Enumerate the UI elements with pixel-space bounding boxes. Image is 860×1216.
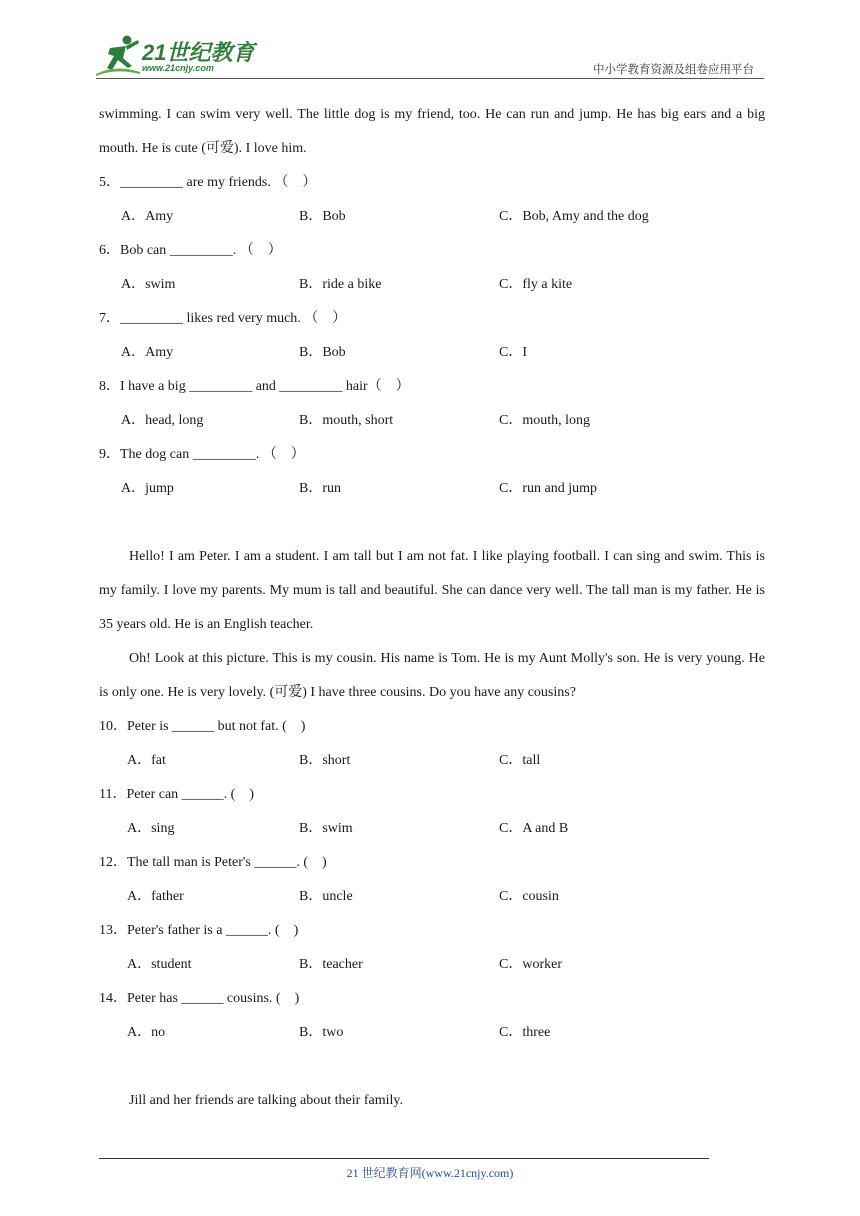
option-a: A．swim [121,277,176,292]
option-a: A．father [127,889,184,904]
question-stem: 14．Peter has ______ cousins. ( ) [99,991,300,1006]
option-a: A．Amy [121,345,174,360]
option-c: C．three [499,1025,551,1040]
option-a: A．fat [127,753,166,768]
question-stem: 9．The dog can _________. （ ） [99,447,305,462]
question-options [99,268,765,302]
option-b: B．ride a bike [299,277,382,292]
option-b: B．two [299,1025,344,1040]
runner-logo-icon [96,34,142,76]
passage-1-tail: swimming. I can swim very well. The little dog is my friend, too. He can run and jump. He has big ears and a big mouth. He is cute (可爱). I love him. [99,107,765,156]
option-c: C．I [499,345,527,360]
option-a: A．Amy [121,209,174,224]
passage-2-paragraph: Oh! Look at this picture. This is my cousin. His name is Tom. He is my Aunt Molly's son. He is very young. He is only one. He is very lovely. (可爱) I have three cousins. Do you have any cousins? [99,651,765,700]
option-b: B．Bob [299,209,346,224]
page-footer: 21 世纪教育网(www.21cnjy.com) [346,1166,514,1180]
site-logo [96,34,266,78]
question-options [99,472,765,506]
option-c: C．run and jump [499,481,597,496]
passage-2-paragraph: Hello! I am Peter. I am a student. I am tall but I am not fat. I like playing football. I can sing and swim. This is my family. I love my parents. My mum is tall and beautiful. She can dance very well. The tall man is my father. He is 35 years old. He is an English teacher. [99,549,765,632]
question-stem: 6．Bob can _________. （ ） [99,243,282,258]
header-slogan: 中小学教育资源及组卷应用平台 [593,62,754,76]
option-b: B．uncle [299,889,353,904]
option-b: B．swim [299,821,353,836]
question-options [99,744,765,778]
question-stem: 11．Peter can ______. ( ) [99,787,254,802]
option-a: A．head, long [121,413,204,428]
option-c: C．A and B [499,821,569,836]
option-c: C．Bob, Amy and the dog [499,209,649,224]
option-c: C．worker [499,957,562,972]
option-b: B．short [299,753,351,768]
question-options [99,404,765,438]
page-header [0,0,860,80]
question-options [99,948,765,982]
option-a: A．jump [121,481,174,496]
option-c: C．cousin [499,889,559,904]
option-b: B．teacher [299,957,363,972]
option-a: A．student [127,957,192,972]
question-options [99,880,765,914]
logo-text: 21世纪教育 [142,40,255,65]
passage-3-intro: Jill and her friends are talking about their family. [129,1093,403,1108]
question-options [99,336,765,370]
question-stem: 12．The tall man is Peter's ______. ( ) [99,855,327,870]
option-a: A．sing [127,821,175,836]
spacer [99,506,765,540]
question-stem: 13．Peter's father is a ______. ( ) [99,923,299,938]
question-options [99,812,765,846]
question-stem: 7．_________ likes red very much. （ ） [99,311,347,326]
footer-divider [99,1158,709,1159]
document-body [99,98,765,1118]
option-b: B．run [299,481,341,496]
option-c: C．mouth, long [499,413,591,428]
logo-url: www.21cnjy.com [142,63,214,73]
spacer [99,1050,765,1084]
question-stem: 8．I have a big _________ and _________ hair（ ） [99,379,410,394]
question-options [99,1016,765,1050]
option-b: B．Bob [299,345,346,360]
option-c: C．tall [499,753,541,768]
question-stem: 10．Peter is ______ but not fat. ( ) [99,719,306,734]
option-b: B．mouth, short [299,413,394,428]
header-divider [96,78,764,79]
question-stem: 5．_________ are my friends. （ ） [99,175,317,190]
option-c: C．fly a kite [499,277,573,292]
question-options [99,200,765,234]
option-a: A．no [127,1025,166,1040]
